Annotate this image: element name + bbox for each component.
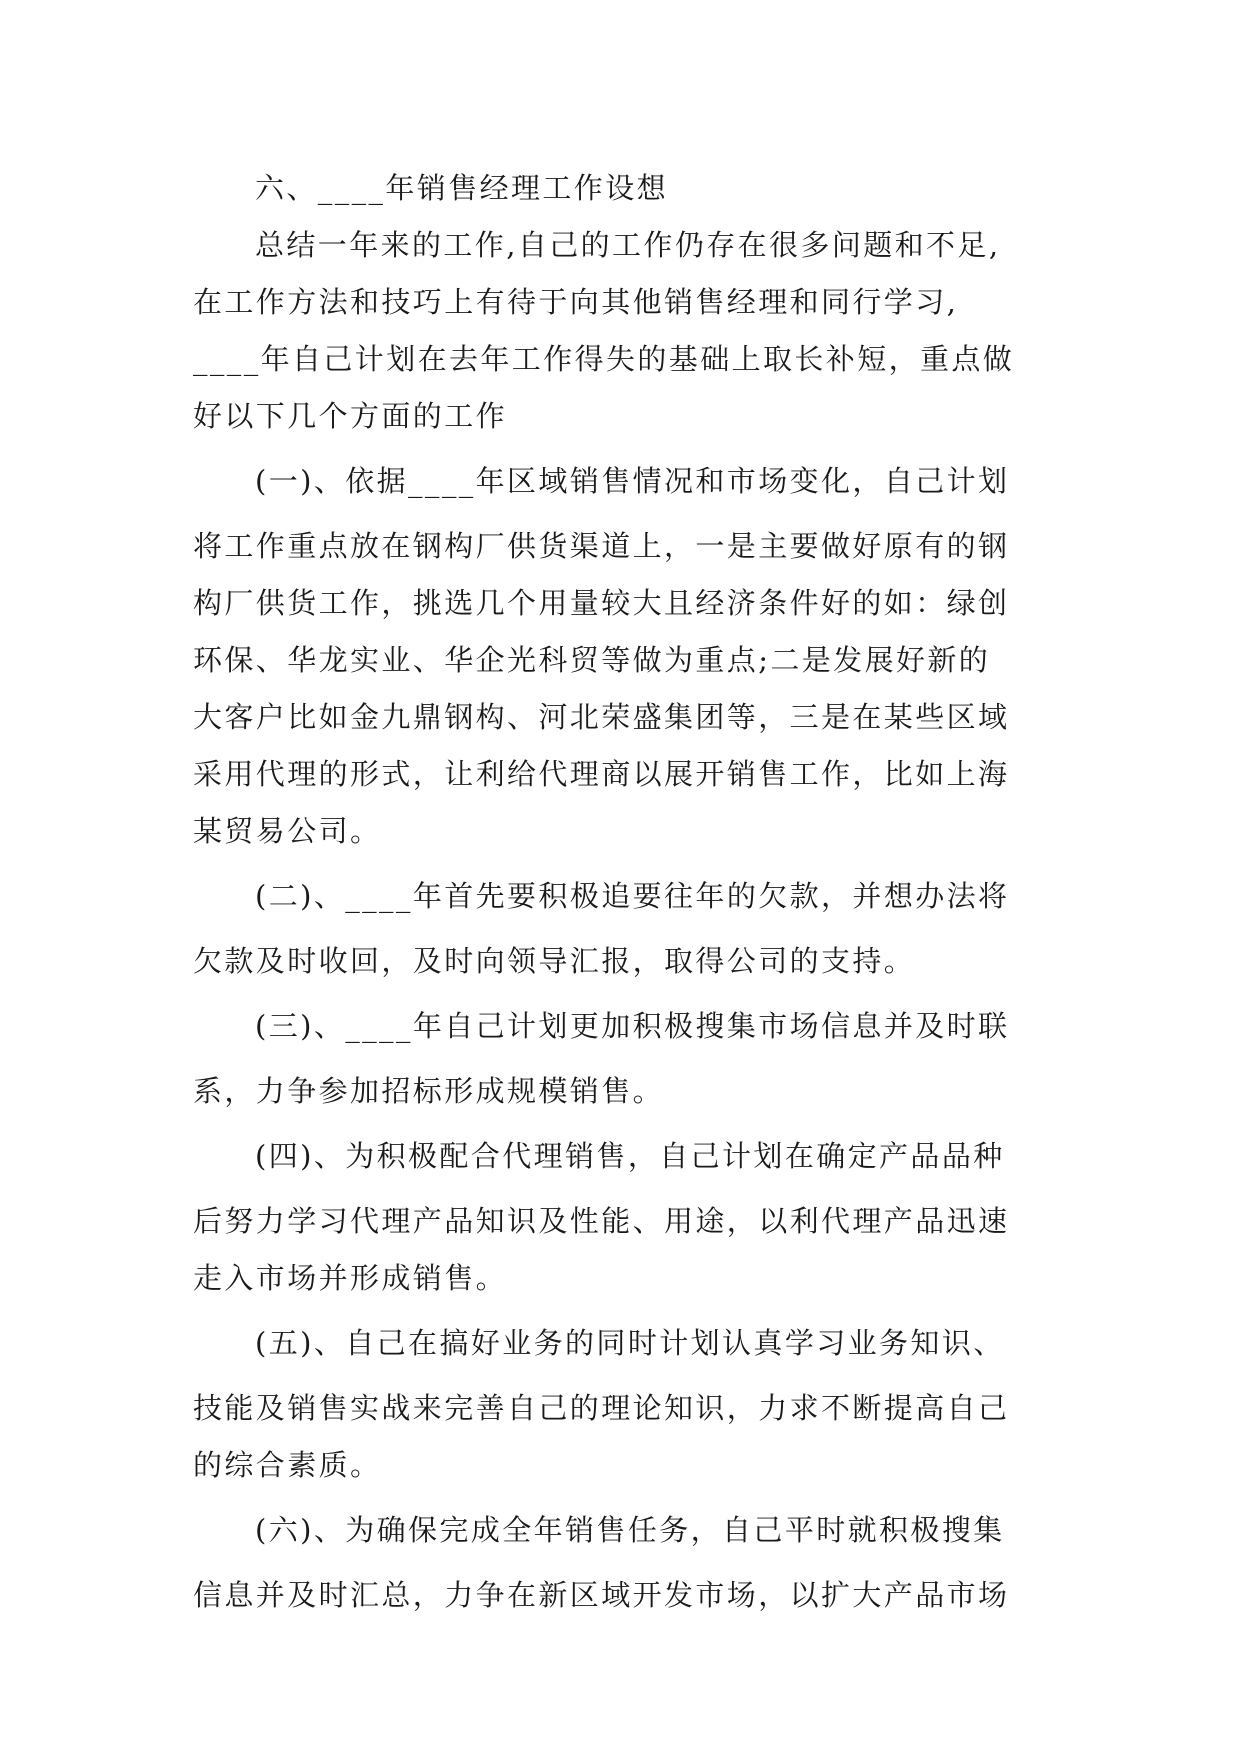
paragraph-line: (四)、为积极配合代理销售，自己计划在确定产品品种 (255, 1139, 1005, 1173)
paragraph-line: 的综合素质。 (193, 1448, 382, 1482)
paragraph-line: 在工作方法和技巧上有待于向其他销售经理和同行学习, (193, 285, 959, 319)
paragraph-line: 构厂供货工作，挑选几个用量较大且经济条件好的如：绿创 (193, 586, 1010, 620)
paragraph-item-5 (193, 1307, 1063, 1494)
paragraph-item-6 (193, 1494, 1063, 1624)
paragraph-line: 后努力学习代理产品知识及性能、用途，以利代理产品迅速 (193, 1204, 1010, 1238)
paragraph-line: 欠款及时收回，及时向领导汇报，取得公司的支持。 (193, 944, 916, 978)
paragraph-line: ____年自己计划在去年工作得失的基础上取长补短，重点做 (193, 342, 1015, 376)
paragraph-line: 总结一年来的工作,自己的工作仍存在很多问题和不足, (255, 228, 1001, 262)
paragraph-line: 好以下几个方面的工作 (193, 399, 508, 433)
paragraph-line: (一)、依据____年区域销售情况和市场变化，自己计划 (255, 464, 1010, 498)
paragraph-line: 采用代理的形式，让利给代理商以展开销售工作，比如上海 (193, 757, 1010, 791)
paragraph-line: (五)、自己在搞好业务的同时计划认真学习业务知识、 (255, 1326, 1005, 1360)
paragraph-line: 信息并及时汇总，力争在新区域开发市场，以扩大产品市场 (193, 1578, 1010, 1612)
paragraph-line: (六)、为确保完成全年销售任务，自己平时就积极搜集 (255, 1513, 1005, 1547)
paragraph-item-3 (193, 990, 1063, 1120)
paragraph-line: 大客户比如金九鼎钢构、河北荣盛集团等，三是在某些区域 (193, 700, 1010, 734)
paragraph-item-2 (193, 860, 1063, 990)
paragraph-line: 某贸易公司。 (193, 814, 382, 848)
paragraph-item-1 (193, 445, 1063, 860)
section-heading: 六、____年销售经理工作设想 (255, 171, 669, 205)
paragraph-line: 系，力争参加招标形成规模销售。 (193, 1074, 665, 1108)
paragraph-line: 技能及销售实战来完善自己的理论知识，力求不断提高自己 (193, 1391, 1010, 1425)
paragraph-line: (二)、____年首先要积极追要往年的欠款，并想办法将 (255, 879, 1010, 913)
paragraph-line: (三)、____年自己计划更加积极搜集市场信息并及时联 (255, 1009, 1010, 1043)
paragraph-line: 环保、华龙实业、华企光科贸等做为重点;二是发展好新的 (193, 643, 991, 677)
paragraph-intro (193, 217, 1063, 445)
document-body (193, 160, 1063, 1624)
paragraph-line: 将工作重点放在钢构厂供货渠道上，一是主要做好原有的钢 (193, 529, 1010, 563)
paragraph-item-4 (193, 1120, 1063, 1307)
paragraph-line: 走入市场并形成销售。 (193, 1261, 508, 1295)
